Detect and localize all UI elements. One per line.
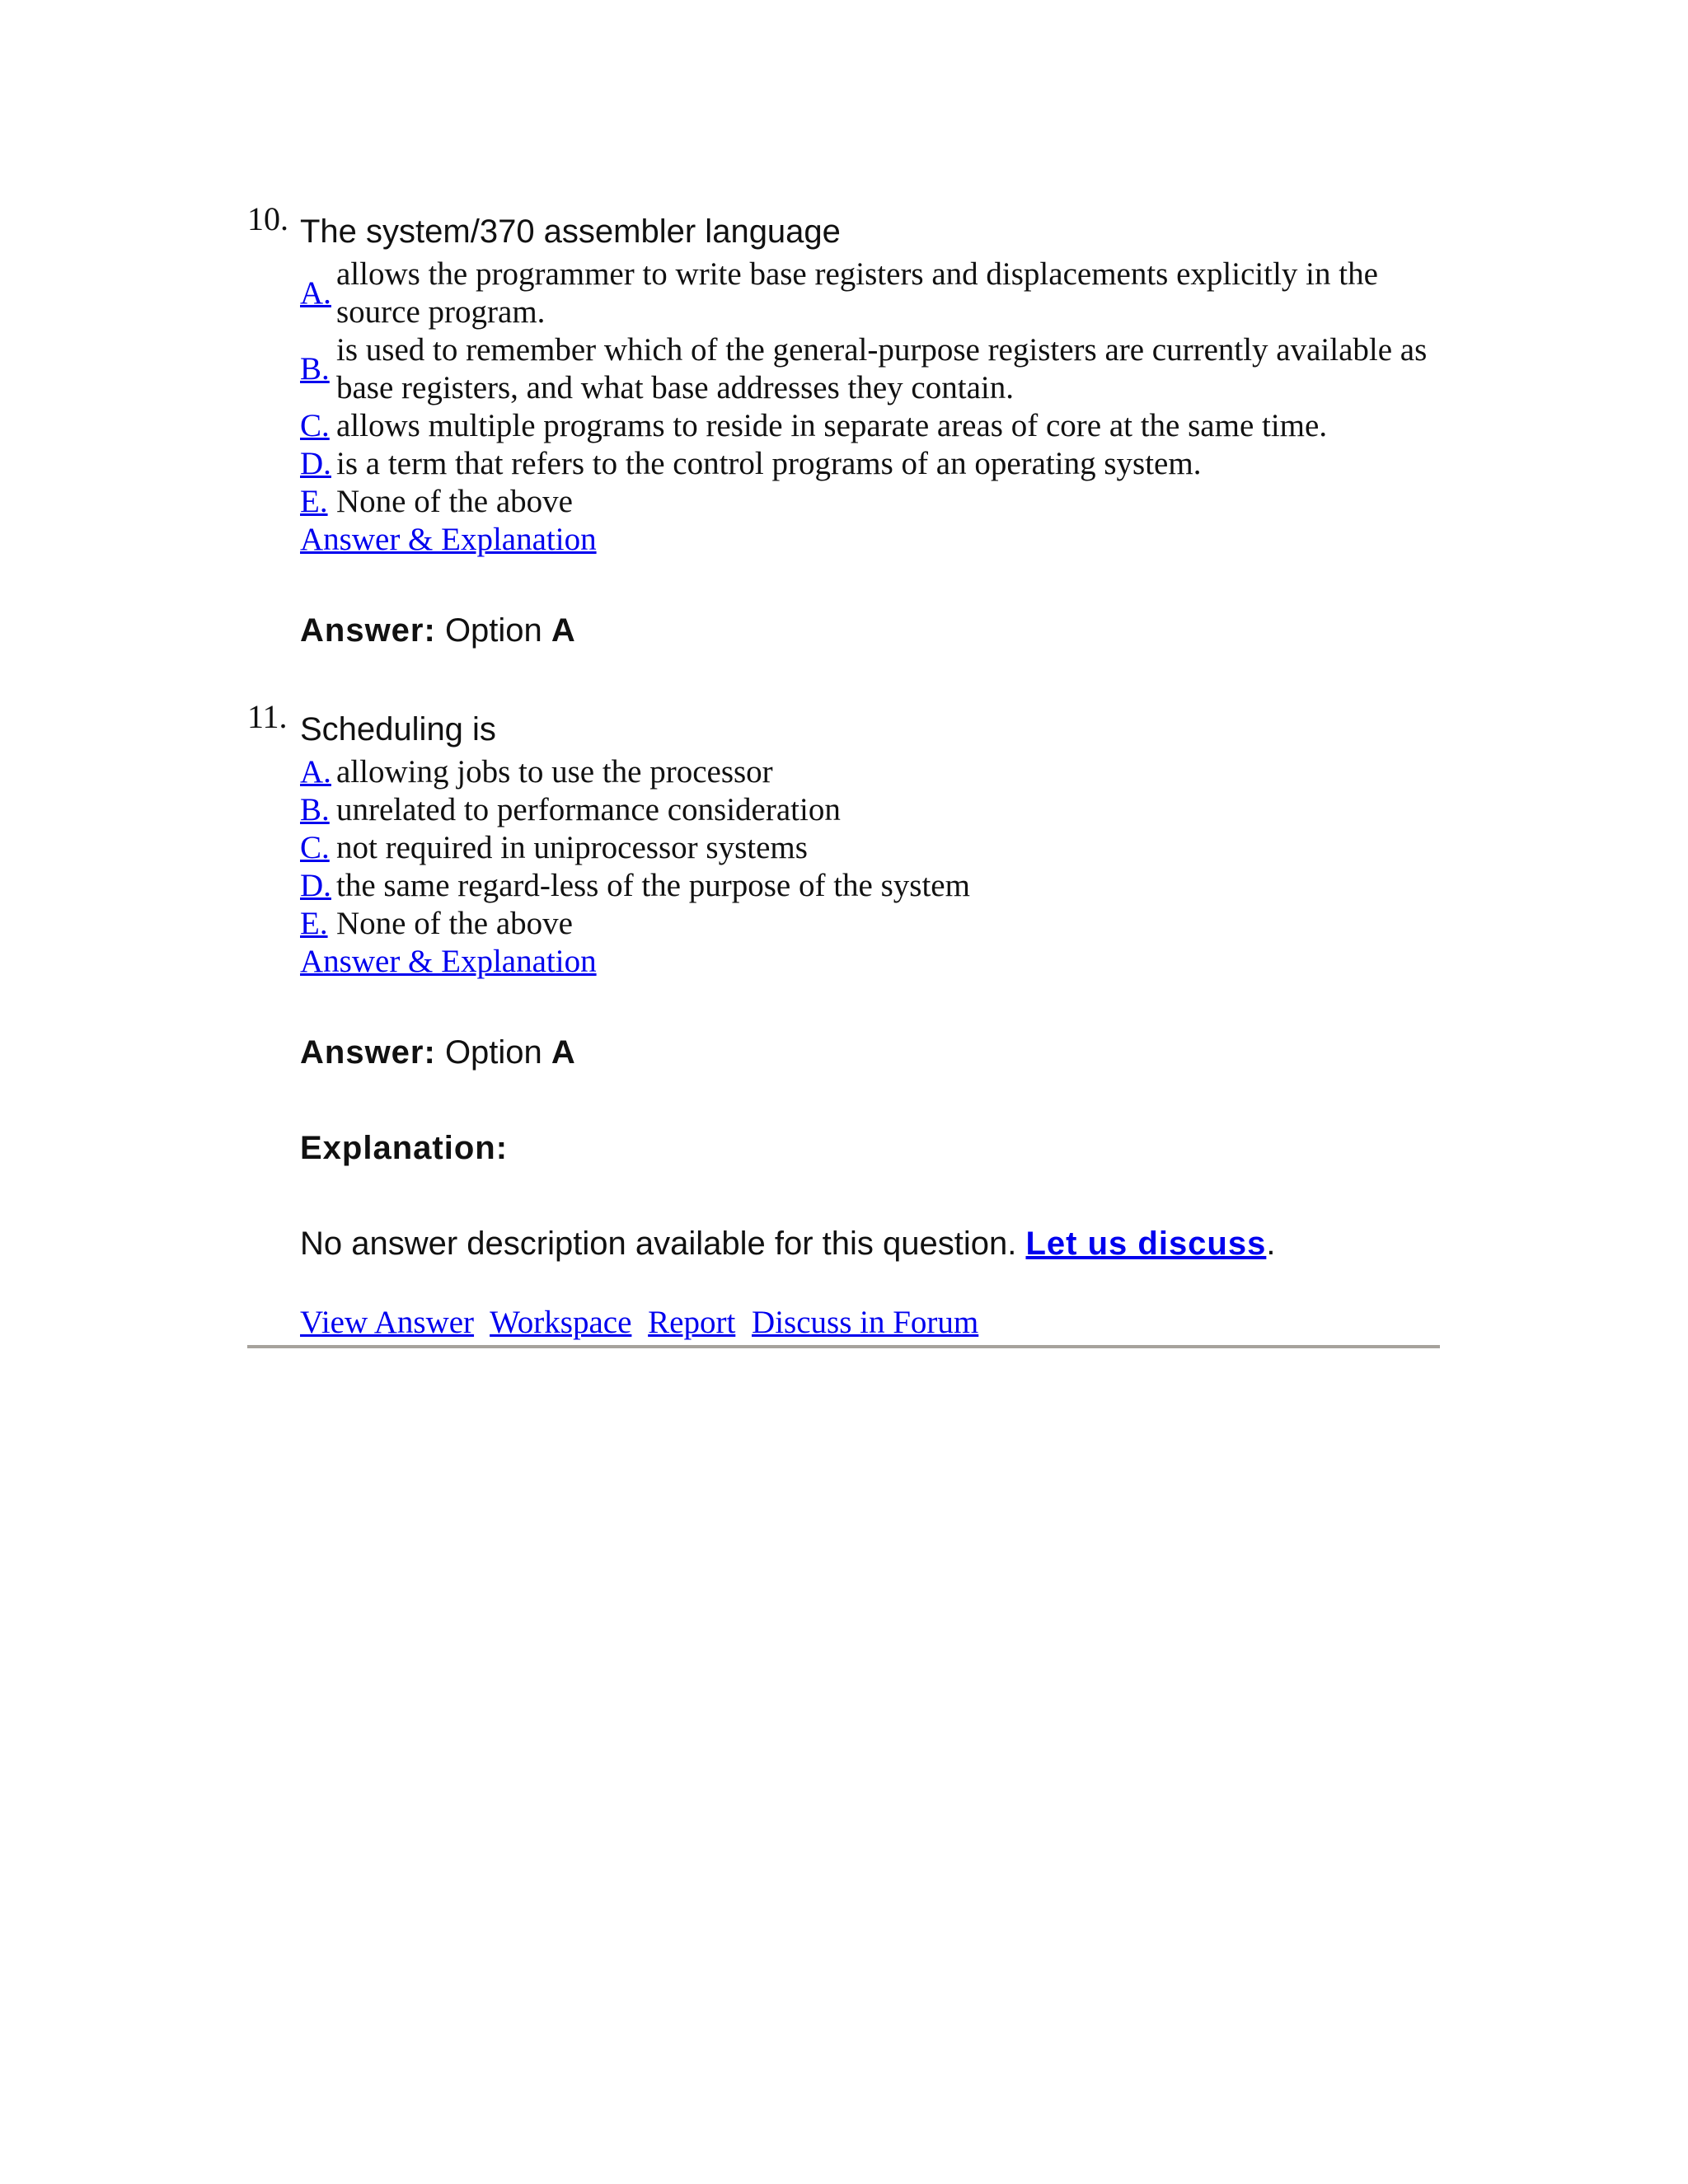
explanation-heading: Explanation: <box>300 1130 509 1166</box>
question-number: 11. <box>247 698 288 735</box>
option-a-link[interactable]: A. <box>300 754 331 790</box>
explanation-text <box>300 1225 1437 1263</box>
option-c-link[interactable]: C. <box>300 408 330 443</box>
option-b <box>300 331 1437 407</box>
question-body <box>300 196 1437 649</box>
option-e-text: None of the above <box>336 484 573 519</box>
option-c-text: allows multiple programs to reside in separate areas of core at the same time. <box>336 408 1328 443</box>
option-b-text: is used to remember which of the general-purpose registers are currently available as base registers, and what base addresses they contain. <box>336 332 1428 405</box>
footer-links <box>300 1304 1437 1342</box>
let-us-discuss-link[interactable]: Let us discuss <box>1025 1226 1267 1262</box>
answer-label: Answer: <box>300 612 436 649</box>
option-b <box>300 791 1437 829</box>
question-number: 10. <box>247 200 288 237</box>
question-body <box>300 694 1437 1342</box>
explanation-period: . <box>1266 1226 1276 1262</box>
option-e <box>300 483 1437 521</box>
answer-line <box>300 1033 1437 1071</box>
discuss-in-forum-link[interactable]: Discuss in Forum <box>752 1305 979 1340</box>
option-c <box>300 829 1437 867</box>
option-e-text: None of the above <box>336 906 573 941</box>
option-a-link[interactable]: A. <box>300 275 331 311</box>
option-b-link[interactable]: B. <box>300 351 330 387</box>
answer-value: A <box>551 1034 575 1071</box>
view-answer-link[interactable]: View Answer <box>300 1305 475 1340</box>
answer-option-word: Option <box>444 1034 542 1071</box>
answer-value: A <box>551 612 575 649</box>
option-c <box>300 407 1437 445</box>
options-list <box>300 255 1437 521</box>
divider <box>247 1345 1440 1348</box>
question-text: Scheduling is <box>300 711 496 748</box>
option-d-text: the same regard-less of the purpose of the system <box>336 868 970 903</box>
answer-explanation-link[interactable]: Answer & Explanation <box>300 944 597 979</box>
option-a <box>300 753 1437 791</box>
explanation-body: No answer description available for this question. <box>300 1226 1017 1262</box>
option-d-link[interactable]: D. <box>300 446 331 481</box>
question-text: The system/370 assembler language <box>300 213 841 250</box>
option-a <box>300 255 1437 331</box>
option-e-link[interactable]: E. <box>300 906 328 941</box>
report-link[interactable]: Report <box>648 1305 736 1340</box>
workspace-link[interactable]: Workspace <box>490 1305 632 1340</box>
option-d <box>300 445 1437 483</box>
option-a-text: allows the programmer to write base registers and displacements explicitly in the source program. <box>336 256 1378 330</box>
option-d-link[interactable]: D. <box>300 868 331 903</box>
answer-option-word: Option <box>444 612 542 649</box>
option-b-link[interactable]: B. <box>300 792 330 827</box>
answer-explanation-link[interactable]: Answer & Explanation <box>300 522 597 557</box>
option-d <box>300 867 1437 905</box>
option-c-text: not required in uniprocessor systems <box>336 830 808 865</box>
option-e <box>300 905 1437 943</box>
option-e-link[interactable]: E. <box>300 484 328 519</box>
option-b-text: unrelated to performance consideration <box>336 792 841 827</box>
option-c-link[interactable]: C. <box>300 830 330 865</box>
option-a-text: allowing jobs to use the processor <box>336 754 773 790</box>
options-list <box>300 753 1437 943</box>
answer-line <box>300 612 1437 649</box>
option-d-text: is a term that refers to the control programs of an operating system. <box>336 446 1202 481</box>
answer-label: Answer: <box>300 1034 436 1071</box>
